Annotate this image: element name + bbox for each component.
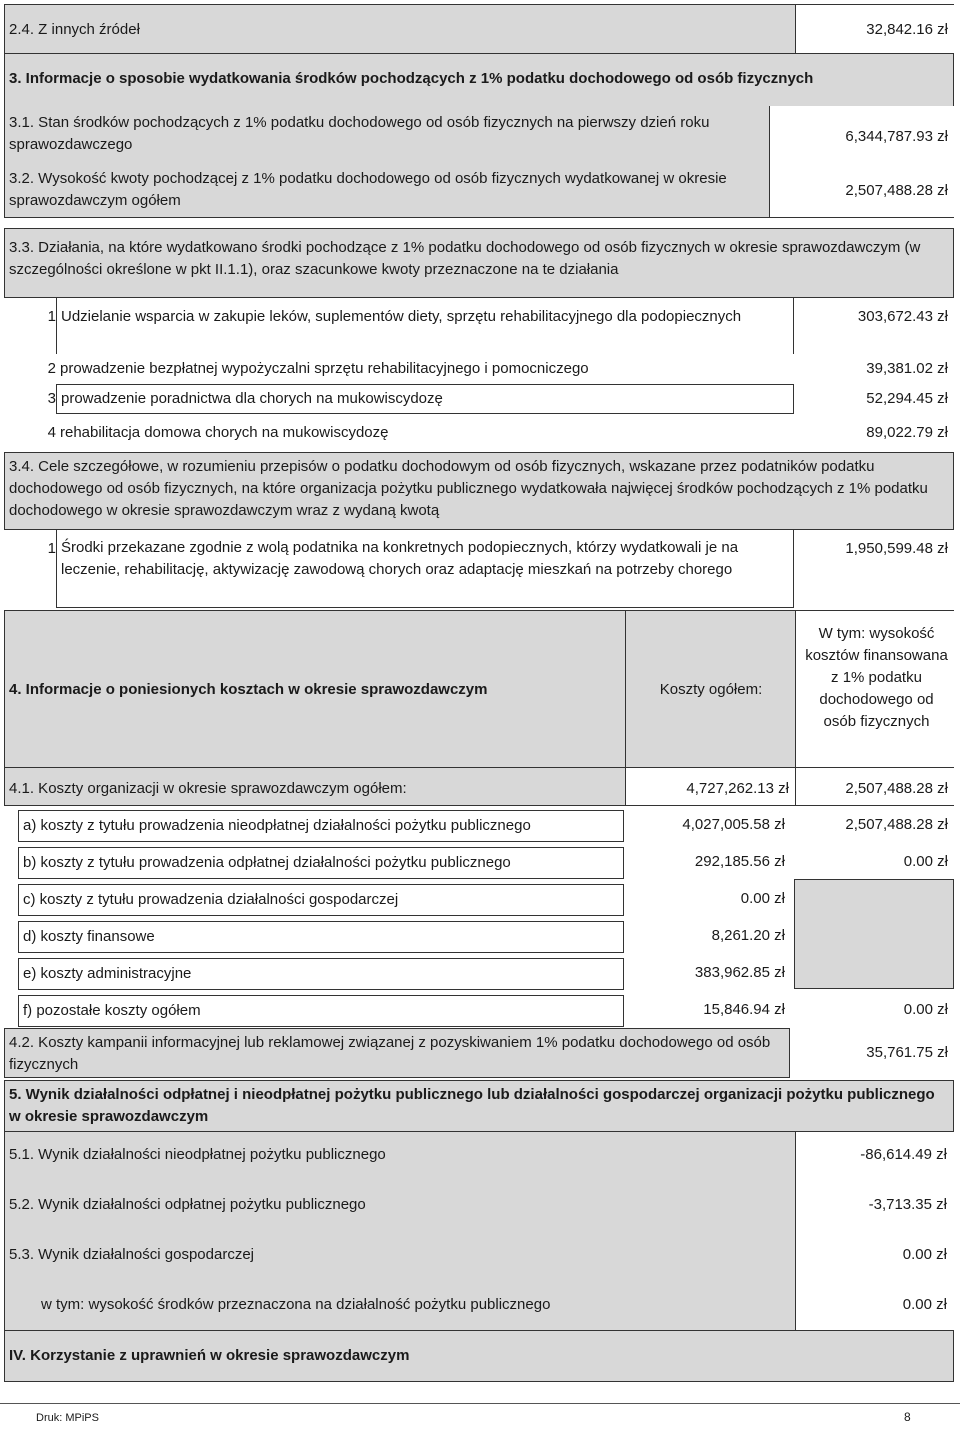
footer-page-number: 8: [904, 1410, 911, 1424]
row-total: 383,962.85 zł: [694, 964, 785, 981]
row-total: 292,185.56 zł: [694, 853, 785, 870]
row-5-3-sub-label: w tym: wysokość środków przeznaczona na działalność pożytku publicznego: [41, 1296, 551, 1313]
col-1pct-header: W tym: wysokość kosztów finansowana z 1% podatku dochodowego od osób fizycznych: [805, 625, 948, 730]
item-value: 303,672.43 zł: [857, 308, 948, 325]
list-item: [4, 298, 954, 354]
section-5-title: 5. Wynik działalności odpłatnej i nieodpłatnej pożytku publicznego lub działalności gospodarczej organizacji pożytku publicznego w okresie sprawozdawczym: [9, 1086, 935, 1125]
item-label: Środki przekazane zgodnie z wolą podatnika na konkretnych podopiecznych, którzy wydatkowali je na leczenie, rehabilitację, aktywizację zawodową chorych oraz adaptację mieszkań na potrzeby chorego: [56, 530, 794, 608]
item-value: 89,022.79 zł: [866, 424, 948, 441]
row-3-2-label: 3.2. Wysokość kwoty pochodzącej z 1% podatku dochodowego od osób fizycznych wydatkowanej w okresie sprawozdawczym ogółem: [9, 170, 727, 209]
row-4-1-label: 4.1. Koszty organizacji w okresie sprawozdawczym ogółem:: [9, 780, 407, 797]
total-cell: [625, 768, 795, 805]
cost-rows: [4, 806, 954, 1026]
row-5-3-value: 0.00 zł: [902, 1246, 947, 1263]
block-3-1-3-2: [4, 106, 954, 218]
item-number: 4: [47, 424, 56, 441]
item-value: 39,381.02 zł: [866, 360, 948, 377]
row-4-1-pct: 2,507,488.28 zł: [845, 780, 948, 797]
footer-print: Druk: MPiPS: [36, 1412, 99, 1424]
row-4-2-label: 4.2. Koszty kampanii informacyjnej lub reklamowej związanej z pozyskiwaniem 1% podatku dochodowego od osób fizycznych: [4, 1028, 790, 1078]
row-label: a) koszty z tytułu prowadzenia nieodpłatnej działalności pożytku publicznego: [18, 810, 624, 842]
section-3-4-items: [4, 530, 954, 608]
row-2-4-value: 32,842.16 zł: [866, 21, 948, 38]
item-label: rehabilitacja domowa chorych na mukowiscydozę: [60, 424, 389, 441]
values-cell: [769, 106, 954, 217]
row-3-1-label: 3.1. Stan środków pochodzących z 1% podatku dochodowego od osób fizycznych na pierwszy dzień roku sprawozdawczego: [9, 114, 710, 153]
row-2-4: [4, 4, 954, 54]
section-3-4-title: 3.4. Cele szczegółowe, w rozumieniu przepisów o podatku dochodowym od osób fizycznych, wskazane przez podatników podatku dochodowego od osób fizycznych, na które organizacja pożytku publicznego wydatkowała najwięcej środków pochodzących z 1% podatku dochodowego w okresie sprawozdawczym wraz z wydaną kwotą: [9, 458, 928, 519]
item-number: 1: [47, 540, 56, 557]
item-value: 52,294.45 zł: [866, 390, 948, 407]
section-5-rows: [4, 1132, 954, 1330]
row-total: 8,261.20 zł: [711, 927, 785, 944]
row-pct: 2,507,488.28 zł: [845, 816, 948, 833]
row-4-2-value: 35,761.75 zł: [866, 1044, 948, 1061]
row-total: 4,027,005.58 zł: [682, 816, 785, 833]
row-5-1-label: 5.1. Wynik działalności nieodpłatnej pożytku publicznego: [9, 1146, 386, 1163]
row-4-1: [4, 768, 954, 806]
footer-divider: [0, 1403, 960, 1404]
item-label: Udzielanie wsparcia w zakupie leków, suplementów diety, sprzętu rehabilitacyjnego dla podopiecznych: [56, 298, 794, 354]
row-3-1-value: 6,344,787.93 zł: [845, 128, 948, 145]
table-row: [4, 806, 954, 843]
table-row: [4, 917, 954, 954]
section-4-header: [4, 610, 954, 768]
row-pct: 0.00 zł: [903, 1001, 948, 1018]
section-3-4-header: [4, 452, 954, 530]
row-4-1-total: 4,727,262.13 zł: [686, 780, 789, 797]
row-5-2-label: 5.2. Wynik działalności odpłatnej pożytku publicznego: [9, 1196, 366, 1213]
item-value: 1,950,599.48 zł: [845, 540, 948, 557]
row-5-3-sub-value: 0.00 zł: [902, 1296, 947, 1313]
row-total: 15,846.94 zł: [703, 1001, 785, 1018]
section-3-title: 3. Informacje o sposobie wydatkowania środków pochodzących z 1% podatku dochodowego od osób fizycznych: [9, 70, 814, 87]
list-item: [4, 418, 954, 450]
row-5-1-value: -86,614.49 zł: [860, 1146, 947, 1163]
row-label: d) koszty finansowe: [18, 921, 624, 953]
pct-cell: [795, 768, 954, 805]
item-number: 3: [47, 390, 56, 407]
row-label: e) koszty administracyjne: [18, 958, 624, 990]
item-number: 2: [47, 360, 56, 377]
section-3-3-items: [4, 298, 954, 450]
row-label: f) pozostałe koszty ogółem: [18, 995, 624, 1027]
col-total-header: Koszty ogółem:: [659, 681, 763, 698]
section-4-title: 4. Informacje o poniesionych kosztach w okresie sprawozdawczym: [9, 681, 488, 698]
section-3-3-title: 3.3. Działania, na które wydatkowano środki pochodzące z 1% podatku dochodowego od osób fizycznych w okresie sprawozdawczym (w szczególności określone w pkt II.1.1), oraz szacunkowe kwoty przeznaczone na te działania: [9, 239, 921, 278]
col-1pct-header-cell: [795, 611, 954, 767]
row-label: c) koszty z tytułu prowadzenia działalności gospodarczej: [18, 884, 624, 916]
list-item: [4, 354, 954, 384]
section-iv-header: [4, 1330, 954, 1382]
list-item: [4, 384, 954, 416]
item-label: prowadzenie poradnictwa dla chorych na mukowiscydozę: [56, 384, 794, 414]
value-cell: [795, 5, 954, 53]
section-iv-title: IV. Korzystanie z uprawnień w okresie sprawozdawczym: [9, 1347, 410, 1364]
col-total-header-cell: [625, 611, 795, 767]
row-2-4-label: 2.4. Z innych źródeł: [9, 21, 140, 38]
row-pct: 0.00 zł: [903, 853, 948, 870]
row-5-3-label: 5.3. Wynik działalności gospodarczej: [9, 1246, 254, 1263]
table-row: [4, 843, 954, 880]
row-total: 0.00 zł: [740, 890, 785, 907]
section-3-3-header: [4, 228, 954, 298]
row-3-2-value: 2,507,488.28 zł: [845, 182, 948, 199]
row-4-2: [4, 1028, 954, 1080]
table-row: [4, 880, 954, 917]
item-label: prowadzenie bezpłatnej wypożyczalni sprzętu rehabilitacyjnego i pomocniczego: [60, 360, 589, 377]
section-3-header: [4, 54, 954, 106]
row-5-2-value: -3,713.35 zł: [868, 1196, 947, 1213]
section-5-header: [4, 1080, 954, 1132]
table-row: [4, 991, 954, 1028]
row-label: b) koszty z tytułu prowadzenia odpłatnej działalności pożytku publicznego: [18, 847, 624, 879]
item-number: 1: [47, 308, 56, 325]
table-row: [4, 954, 954, 991]
